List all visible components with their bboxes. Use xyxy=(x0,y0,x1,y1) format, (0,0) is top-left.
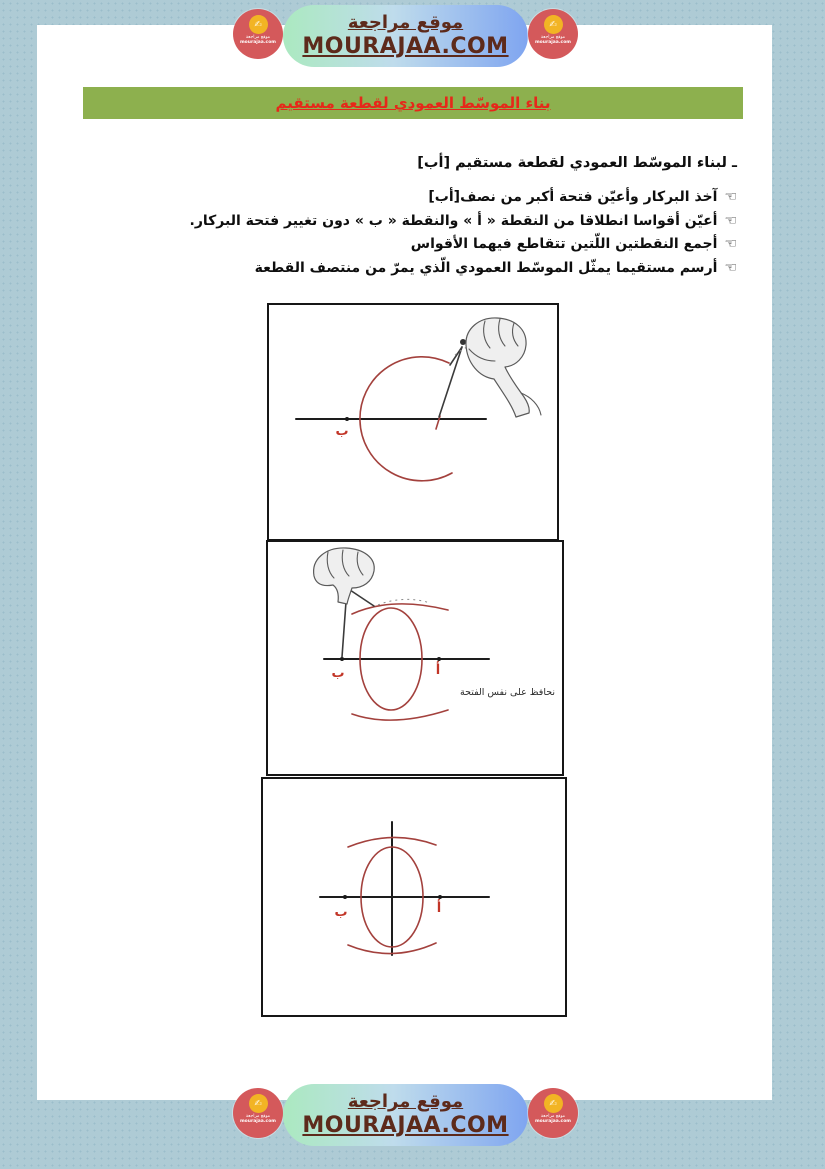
site-domain[interactable]: MOURAJAA.COM xyxy=(302,1112,509,1138)
logo-text-domain: mourajaa.com xyxy=(534,1118,571,1124)
hand-sketch xyxy=(314,548,375,604)
site-link-pill[interactable] xyxy=(283,1084,528,1146)
point-a-label: أ xyxy=(435,663,441,678)
site-logo-right xyxy=(528,9,578,59)
hand-pointer-icon: ☜ xyxy=(724,259,737,276)
step-text: آخذ البركار وأعيّن فتحة أكبر من نصف[أب] xyxy=(428,189,718,205)
diagram-step2-second-arc xyxy=(266,540,564,776)
site-name-arabic[interactable]: موقع مراجعة xyxy=(347,12,464,33)
lesson-text-block xyxy=(189,155,737,280)
logo-pen-icon: ✍ xyxy=(249,15,268,34)
diagram-step1-drawing xyxy=(269,305,557,539)
step-text: أرسم مستقيما يمثّل الموسّط العمودي الّذي يمرّ من منتصف القطعة xyxy=(254,259,718,276)
lesson-title-bar xyxy=(83,87,743,119)
logo-pen-icon: ✍ xyxy=(544,15,563,34)
diagram-step3-bisector xyxy=(261,777,567,1017)
arc-tail-top xyxy=(352,604,448,614)
compass-hinge xyxy=(460,339,466,345)
hand-pointer-icon: ☜ xyxy=(724,212,737,229)
hand-pointer-icon: ☜ xyxy=(724,189,737,205)
site-link-pill[interactable] xyxy=(283,5,528,67)
point-b-dot xyxy=(345,417,349,421)
logo-text-domain: mourajaa.com xyxy=(239,39,276,45)
same-opening-note: نحافظ على نفس الفتحة xyxy=(459,687,555,698)
point-b-label: ب xyxy=(335,424,349,439)
logo-pen-icon: ✍ xyxy=(249,1094,268,1113)
needle-mark xyxy=(436,416,440,429)
point-b-dot xyxy=(343,895,347,899)
site-name-arabic[interactable]: موقع مراجعة xyxy=(347,1091,464,1112)
step-line xyxy=(189,210,737,234)
point-b-label: ب xyxy=(334,905,348,920)
point-a-dot xyxy=(437,657,441,661)
footer-brand-band xyxy=(233,1084,579,1156)
compass-pencil-leg xyxy=(450,347,462,365)
logo-text-ar: موقع مراجعة xyxy=(540,35,566,40)
site-logo-left xyxy=(233,9,283,59)
point-a-label: أ xyxy=(436,901,442,916)
arc-tail-bottom xyxy=(352,710,448,720)
step-line xyxy=(247,233,737,257)
logo-pen-icon: ✍ xyxy=(544,1094,563,1113)
diagram-step2-drawing xyxy=(268,542,562,774)
step-text: أعيّن أقواسا انطلاقا من النقطة « أ » والنقطة « ب » دون تغيير فتحة البركار. xyxy=(189,212,718,229)
step-line xyxy=(247,186,737,210)
logo-text-ar: موقع مراجعة xyxy=(245,35,271,40)
step-text: أجمع النقطتين اللّتين تتقاطع فيهما الأقواس xyxy=(410,236,718,252)
site-domain[interactable]: MOURAJAA.COM xyxy=(302,33,509,59)
hand-pointer-icon: ☜ xyxy=(724,236,737,252)
logo-text-ar: موقع مراجعة xyxy=(245,1114,271,1119)
intro-line: ـ لبناء الموسّط العمودي لقطعة مستقيم [أب] xyxy=(417,155,737,171)
step-line xyxy=(247,257,737,281)
point-a-dot xyxy=(438,895,442,899)
lesson-title: بناء الموسّط العمودي لقطعة مستقيم xyxy=(275,94,551,112)
diagram-step1-first-arc xyxy=(267,303,559,541)
logo-text-domain: mourajaa.com xyxy=(239,1118,276,1124)
compass-needle-leg xyxy=(439,347,462,417)
logo-text-domain: mourajaa.com xyxy=(534,39,571,45)
point-b-label: ب xyxy=(331,666,345,681)
logo-text-ar: موقع مراجعة xyxy=(540,1114,566,1119)
diagram-step3-drawing xyxy=(263,779,565,1015)
header-brand-band xyxy=(233,5,579,77)
site-logo-right xyxy=(528,1088,578,1138)
site-logo-left xyxy=(233,1088,283,1138)
hand-sketch xyxy=(466,318,529,417)
